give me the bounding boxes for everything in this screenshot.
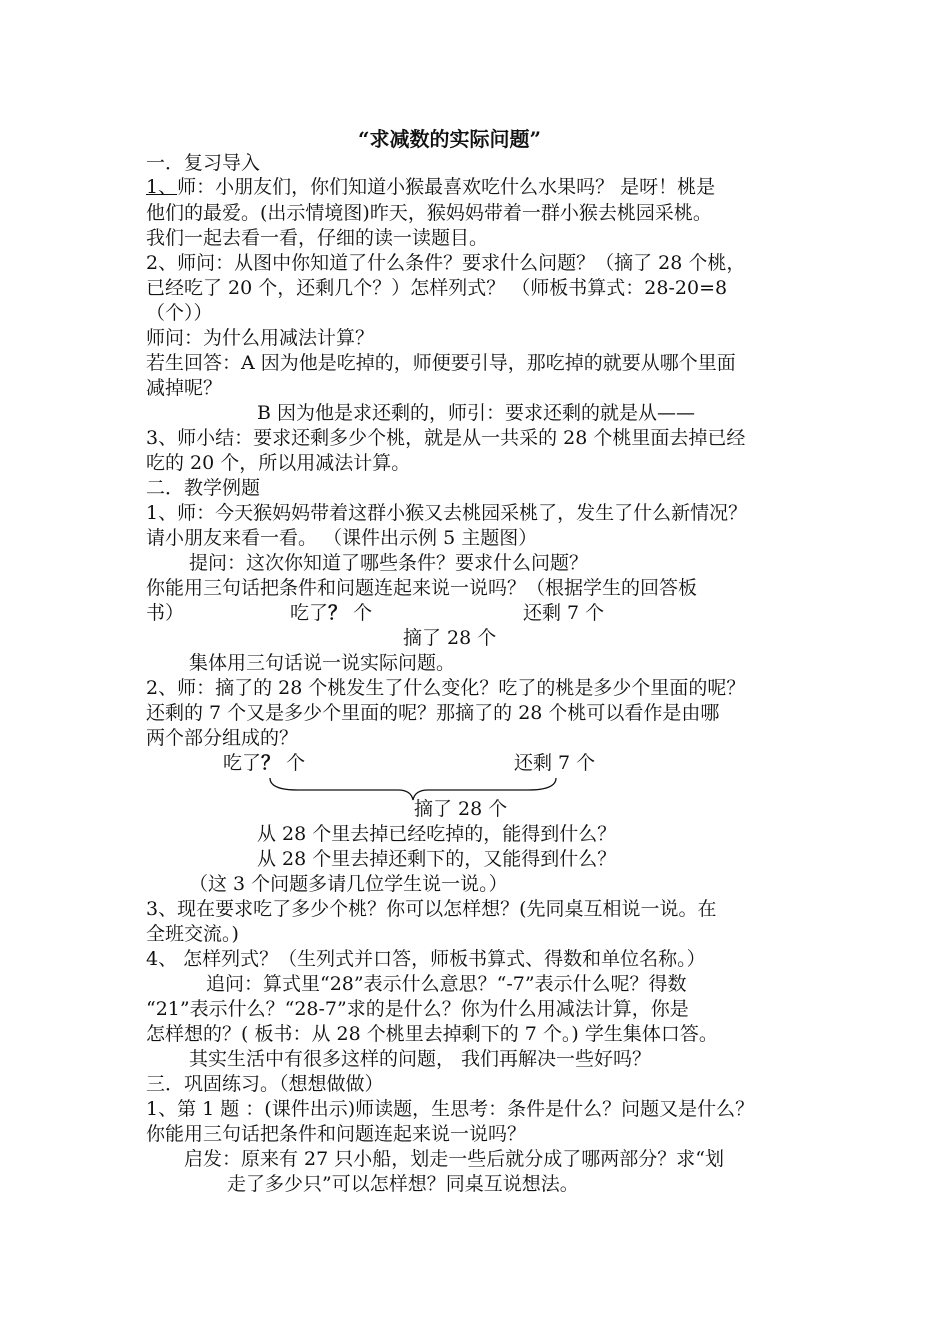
item-number: 1、 bbox=[146, 176, 178, 198]
paragraph-line bbox=[146, 175, 715, 199]
paragraph-line: 走了多少只”可以怎样想？同桌互说想法。 bbox=[227, 1173, 579, 1195]
paragraph-line: 3、师小结：要求还剩多少个桃，就是从一共采的 28 个桃里面去掉已经 bbox=[146, 427, 746, 449]
section-heading-example: 二．教学例题 bbox=[146, 477, 261, 499]
diagram-label-left: 还剩 7 个 bbox=[514, 752, 596, 774]
paragraph-line: 若生回答：A 因为他是吃掉的，师便要引导，那吃掉的就要从哪个里面 bbox=[146, 352, 736, 374]
paragraph-line: 请小朋友来看一看。 （课件出示例 5 主题图） bbox=[146, 527, 538, 549]
diagram-label-picked: 摘了 28 个 bbox=[414, 798, 508, 820]
paragraph-line: “21”表示什么？“28-7”求的是什么？你为什么用减法计算，你是 bbox=[146, 998, 689, 1020]
paragraph-line: 追问：算式里“28”表示什么意思？“-7”表示什么呢？得数 bbox=[206, 973, 687, 995]
paragraph-line: 从 28 个里去掉已经吃掉的，能得到什么？ bbox=[257, 823, 617, 845]
page-title: “求减数的实际问题” bbox=[358, 127, 542, 151]
section-heading-practice: 三．巩固练习。（想想做做） bbox=[146, 1073, 384, 1095]
diagram-label-picked: 摘了 28 个 bbox=[403, 627, 497, 649]
paragraph-line: 2、师问：从图中你知道了什么条件？要求什么问题？（摘了 28 个桃， bbox=[146, 252, 746, 274]
diagram-label-eaten bbox=[223, 751, 305, 775]
diagram-label-eaten bbox=[290, 601, 372, 625]
paragraph-line: 师问：为什么用减法计算？ bbox=[146, 327, 375, 349]
paragraph-line: 吃的 20 个，所以用减法计算。 bbox=[146, 452, 411, 474]
text-span: 师：小朋友们，你们知道小猴最喜欢吃什么水果吗？ 是呀！桃是 bbox=[177, 176, 716, 198]
text-span: 吃了 bbox=[223, 752, 262, 774]
paragraph-line: 他们的最爱。(出示情境图)昨天，猴妈妈带着一群小猴去桃园采桃。 bbox=[146, 202, 712, 224]
paragraph-line: 3、现在要求吃了多少个桃？你可以怎样想？(先同桌互相说一说。在 bbox=[146, 898, 717, 920]
text-span: 个 bbox=[280, 752, 306, 774]
question-mark: ？ bbox=[261, 752, 281, 774]
paragraph-line: 启发：原来有 27 只小船，划走一些后就分成了哪两部分？求“划 bbox=[184, 1148, 724, 1170]
section-heading-review: 一．复习导入 bbox=[146, 152, 261, 174]
paragraph-line: （个）） bbox=[146, 302, 213, 324]
paragraph-line: 集体用三句话说一说实际问题。 bbox=[189, 652, 456, 674]
paragraph-line: 你能用三句话把条件和问题连起来说一说吗？ bbox=[146, 1123, 527, 1145]
paragraph-line: 你能用三句话把条件和问题连起来说一说吗？（根据学生的回答板 bbox=[146, 577, 698, 599]
paragraph-line: 书） bbox=[146, 602, 185, 624]
paragraph-line: 1、师：今天猴妈妈带着这群小猴又去桃园采桃了，发生了什么新情况？ bbox=[146, 502, 748, 524]
paragraph-line: 还剩的 7 个又是多少个里面的呢？那摘了的 28 个桃可以看作是由哪 bbox=[146, 702, 720, 724]
paragraph-line: （这 3 个问题多请几位学生说一说。） bbox=[189, 873, 508, 895]
question-mark: ？ bbox=[328, 602, 348, 624]
text-span: 吃了 bbox=[290, 602, 329, 624]
paragraph-line: 提问：这次你知道了哪些条件？要求什么问题？ bbox=[189, 552, 589, 574]
paragraph-line: B 因为他是求还剩的，师引：要求还剩的就是从—— bbox=[257, 402, 696, 424]
paragraph-line: 从 28 个里去掉还剩下的，又能得到什么？ bbox=[257, 848, 617, 870]
paragraph-line: 其实生活中有很多这样的问题， 我们再解决一些好吗？ bbox=[189, 1048, 652, 1070]
paragraph-line: 全班交流。) bbox=[146, 923, 239, 945]
paragraph-line: 2、师：摘了的 28 个桃发生了什么变化？吃了的桃是多少个里面的呢？ bbox=[146, 677, 746, 699]
diagram-label-left: 还剩 7 个 bbox=[523, 602, 605, 624]
text-span: 个 bbox=[347, 602, 373, 624]
paragraph-line: 我们一起去看一看，仔细的读一读题目。 bbox=[146, 227, 489, 249]
paragraph-line: 怎样想的？( 板书：从 28 个桃里去掉剩下的 7 个。) 学生集体口答。 bbox=[146, 1023, 718, 1045]
paragraph-line: 1、第 1 题 ：(课件出示)师读题，生思考：条件是什么？问题又是什么？ bbox=[146, 1098, 755, 1120]
curly-brace bbox=[268, 776, 558, 802]
paragraph-line: 两个部分组成的？ bbox=[146, 727, 299, 749]
paragraph-line: 减掉呢？ bbox=[146, 377, 223, 399]
paragraph-line: 4、 怎样列式？（生列式并口答，师板书算式、得数和单位名称。） bbox=[146, 948, 706, 970]
paragraph-line: 已经吃了 20 个，还剩几个？）怎样列式？ （师板书算式：28-20=8 bbox=[146, 277, 728, 299]
